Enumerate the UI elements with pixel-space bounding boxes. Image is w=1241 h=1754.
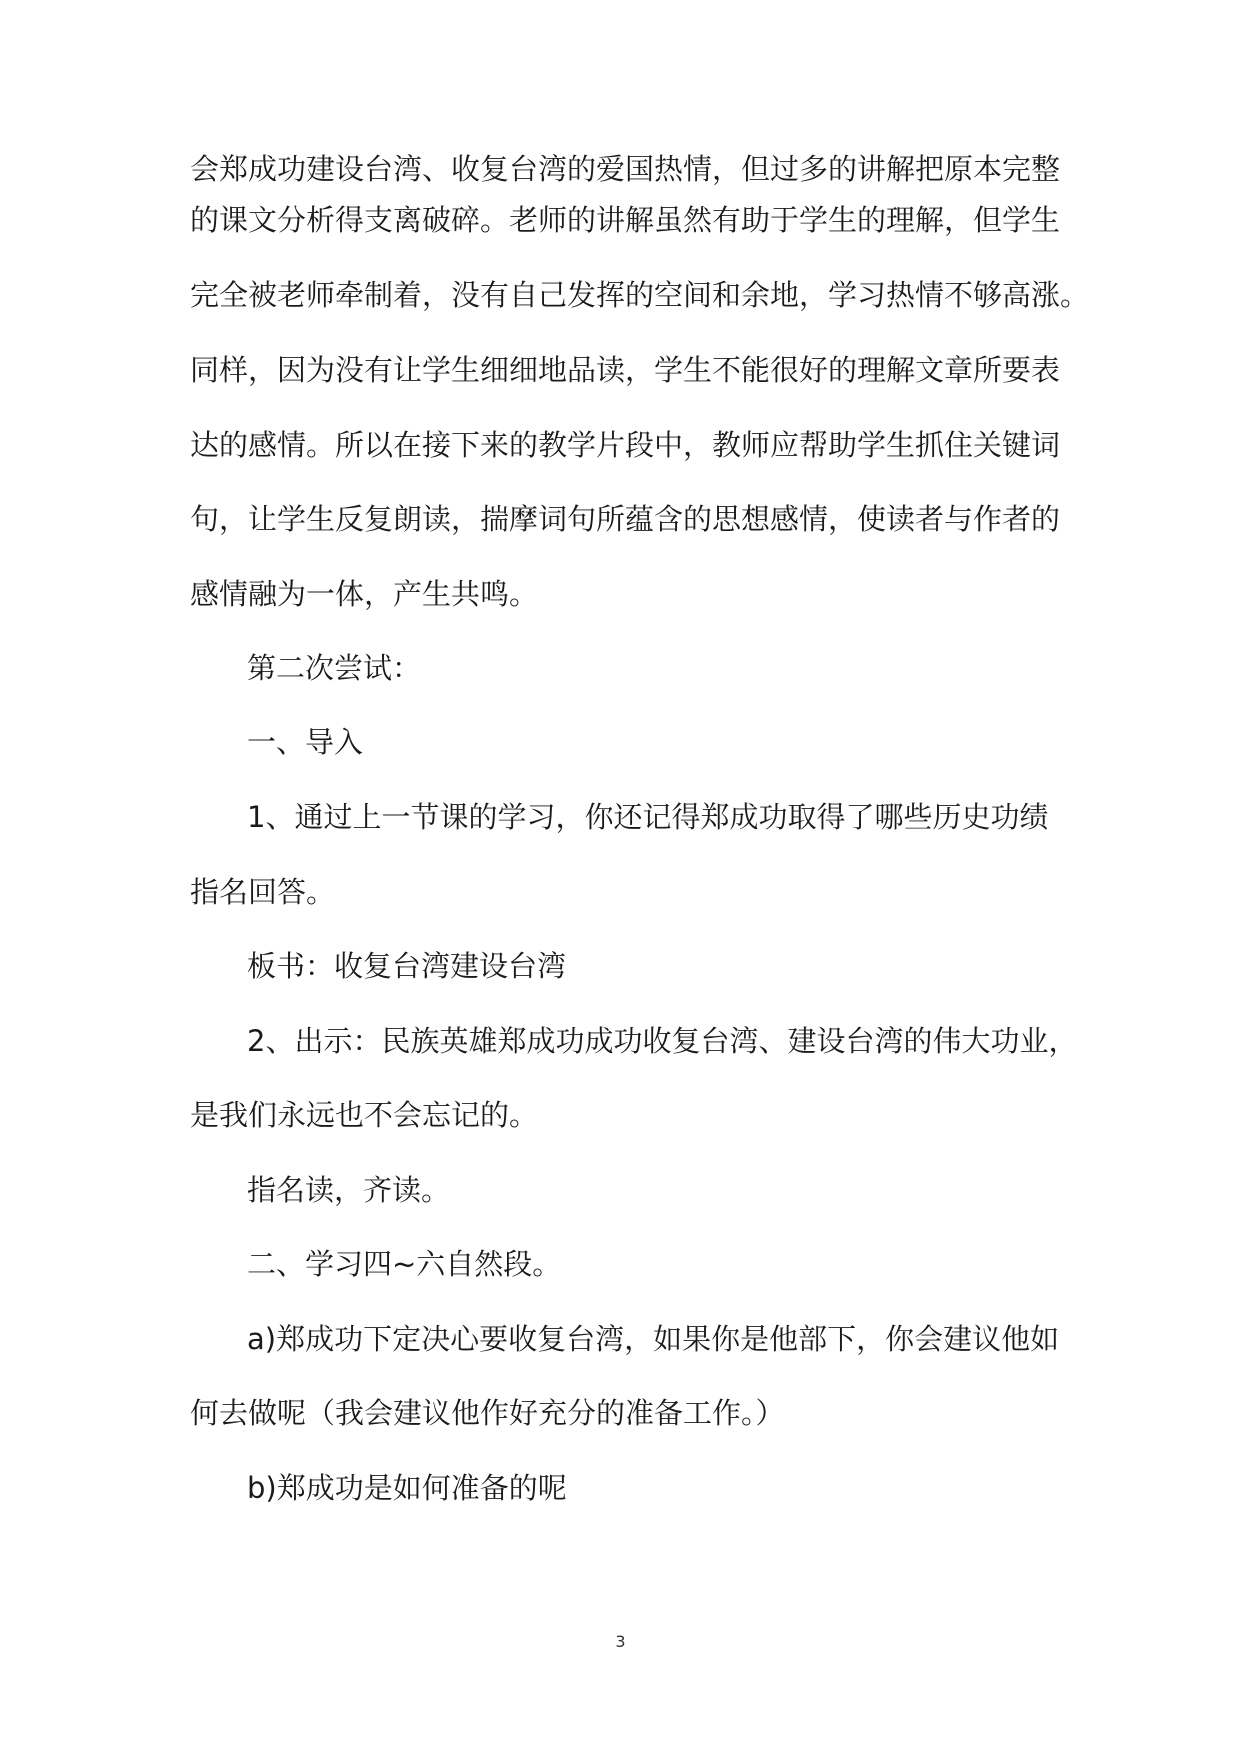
text-line-9: 一、导入 [247,725,364,759]
text-line-14: 是我们永远也不会忘记的。 [190,1098,539,1132]
text-line-12: 板书：收复台湾建设台湾 [247,949,567,983]
text-line-11: 指名回答。 [190,875,336,909]
text-line-7: 感情融为一体，产生共鸣。 [190,577,539,611]
text-line-2: 的课文分析得支离破碎。老师的讲解虽然有助于学生的理解，但学生 [190,203,1061,237]
text-line-19: b)郑成功是如何准备的呢 [247,1471,567,1505]
text-line-3: 完全被老师牵制着，没有自己发挥的空间和余地，学习热情不够高涨。 [190,278,1090,312]
text-line-5: 达的感情。所以在接下来的教学片段中，教师应帮助学生抓住关键词 [190,428,1061,462]
text-line-10: 1、通过上一节课的学习，你还记得郑成功取得了哪些历史功绩 [247,800,1049,834]
text-line-13: 2、出示：民族英雄郑成功成功收复台湾、建设台湾的伟大功业， [247,1024,1078,1058]
text-line-6: 句，让学生反复朗读，揣摩词句所蕴含的思想感情，使读者与作者的 [190,502,1061,536]
text-line-18: 何去做呢（我会建议他作好充分的准备工作。） [190,1396,785,1430]
page-number: 3 [615,1632,626,1651]
text-line-8: 第二次尝试： [247,651,422,685]
text-line-4: 同样，因为没有让学生细细地品读，学生不能很好的理解文章所要表 [190,353,1061,387]
text-line-1: 会郑成功建设台湾、收复台湾的爱国热情，但过多的讲解把原本完整 [190,152,1061,186]
text-line-16: 二、学习四~六自然段。 [247,1247,562,1281]
text-line-17: a)郑成功下定决心要收复台湾，如果你是他部下，你会建议他如 [247,1322,1060,1356]
text-line-15: 指名读，齐读。 [247,1173,451,1207]
